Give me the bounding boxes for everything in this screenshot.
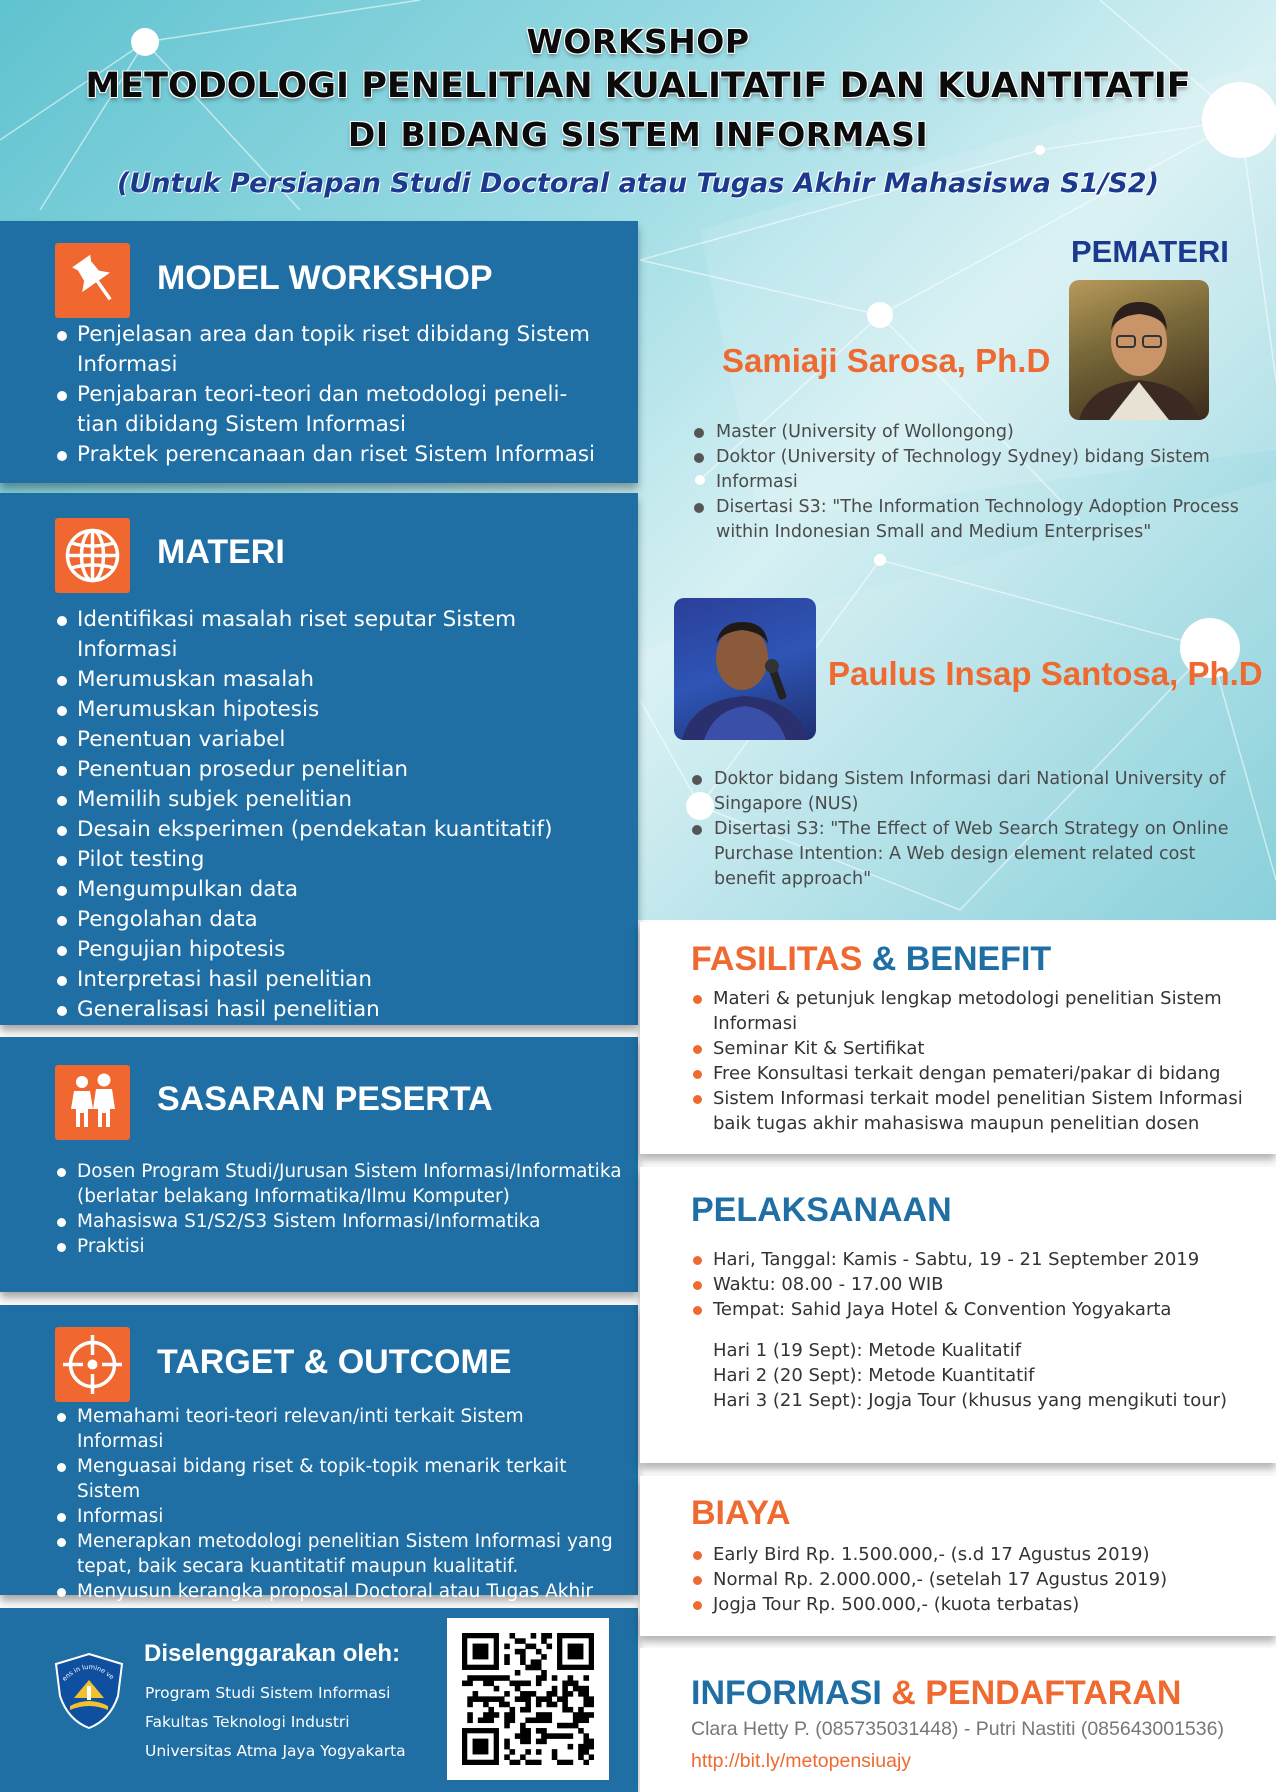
list-item: Penjelasan area dan topik riset dibidang Sistem Informasi [55, 320, 600, 380]
spacer [691, 1322, 1261, 1338]
informasi-title-part2: & PENDAFTARAN [881, 1674, 1182, 1712]
title-line-2: METODOLOGI PENELITIAN KUALITATIF DAN KUANTITATIF [85, 66, 1191, 106]
qr-code-icon[interactable] [447, 1618, 609, 1780]
list-item: Pengujian hipotesis [55, 935, 615, 965]
list-item: Disertasi S3: "The Information Technology Adoption Process within Indonesian Small and Medium Enterprises" [692, 495, 1252, 545]
speaker-1-name: Samiaji Sarosa, Ph.D [722, 342, 1051, 379]
list-item: Pengolahan data [55, 905, 615, 935]
pushpin-icon [55, 243, 130, 318]
list-item: Materi & petunjuk lengkap metodologi penelitian Sistem Informasi [691, 986, 1261, 1036]
list-item: Disertasi S3: "The Effect of Web Search Strategy on Online Purchase Intention: A Web design element related cost benefit approach" [690, 817, 1260, 892]
fasilitas-title-part2: & BENEFIT [862, 940, 1052, 978]
logo-motto: ens in lumine ve [60, 1662, 116, 1683]
list-item: Normal Rp. 2.000.000,- (setelah 17 Agustus 2019) [691, 1567, 1261, 1592]
list-item: Penjabaran teori-teori dan metodologi peneli-tian dibidang Sistem Informasi [55, 380, 600, 440]
list-item: Menerapkan metodologi penelitian Sistem Informasi yang tepat, baik secara kuantitatif maupun kualitatif. [55, 1529, 615, 1579]
list-item: Waktu: 08.00 - 17.00 WIB [691, 1272, 1261, 1297]
title-line-1: WORKSHOP [526, 22, 750, 61]
informasi-title-part1: INFORMASI [691, 1674, 882, 1712]
fasilitas-title-part1: FASILITAS [691, 940, 863, 978]
list-item: Doktor bidang Sistem Informasi dari National University of Singapore (NUS) [690, 767, 1260, 817]
schedule-item: Hari 2 (20 Sept): Metode Kuantitatif [713, 1365, 1035, 1386]
list-item: Menguasai bidang riset & topik-topik menarik terkait Sistem [55, 1454, 615, 1504]
globe-icon [55, 518, 130, 593]
list-item: Tempat: Sahid Jaya Hotel & Convention Yogyakarta [691, 1297, 1261, 1322]
list-item: Identifikasi masalah riset seputar Sistem Informasi [55, 605, 615, 665]
list-item: Dosen Program Studi/Jurusan Sistem Informasi/Informatika (berlatar belakang Informatika/Ilmu Komputer) [55, 1159, 630, 1209]
list-item: Menyusun kerangka proposal Doctoral atau Tugas Akhir [55, 1579, 615, 1629]
list-item: Interpretasi hasil penelitian [55, 965, 615, 995]
fasilitas-panel [640, 922, 1276, 1154]
list-item: Desain eksperimen (pendekatan kuantitatif) [55, 815, 615, 845]
schedule-item: Hari 1 (19 Sept): Metode Kualitatif [713, 1340, 1022, 1361]
materi-list [55, 605, 615, 1025]
list-item: Free Konsultasi terkait dengan pemateri/pakar di bidang [691, 1061, 1261, 1086]
materi-title: MATERI [157, 533, 285, 571]
list-item: Mengumpulkan data [55, 875, 615, 905]
biaya-title: BIAYA [691, 1494, 791, 1532]
sasaran-title: SASARAN PESERTA [157, 1080, 493, 1118]
pelaksanaan-title: PELAKSANAAN [691, 1191, 952, 1229]
organizer-line: Universitas Atma Jaya Yogyakarta [145, 1742, 406, 1760]
model-workshop-title: MODEL WORKSHOP [157, 259, 493, 297]
organizer-line: Fakultas Teknologi Industri [145, 1713, 350, 1731]
target-outcome-panel [0, 1305, 638, 1602]
people-icon [55, 1065, 130, 1140]
list-item: Praktisi [55, 1234, 630, 1259]
organizer-heading: Diselenggarakan oleh: [144, 1640, 401, 1667]
list-item: Praktek perencanaan dan riset Sistem Informasi [55, 440, 600, 470]
fasilitas-list [691, 986, 1261, 1136]
list-item: Penentuan variabel [55, 725, 615, 755]
schedule-item: Hari 3 (21 Sept): Jogja Tour (khusus yang mengikuti tour) [713, 1390, 1228, 1411]
organizer-panel [0, 1608, 638, 1792]
target-icon [55, 1327, 130, 1402]
speaker-2-credentials [690, 767, 1260, 892]
list-item: Master (University of Wollongong) [692, 420, 1252, 445]
informasi-title [691, 1674, 1181, 1713]
registration-link[interactable]: http://bit.ly/metopensiuajy [691, 1750, 912, 1772]
list-item: Merumuskan masalah [55, 665, 615, 695]
pemateri-heading: PEMATERI [1071, 234, 1229, 269]
model-workshop-list [55, 320, 600, 470]
speaker-2-name: Paulus Insap Santosa, Ph.D [828, 655, 1263, 692]
materi-panel [0, 493, 638, 1025]
list-item: Mahasiswa S1/S2/S3 Sistem Informasi/Informatika [55, 1209, 630, 1234]
list-item: Generalisasi hasil penelitian [55, 995, 615, 1025]
pelaksanaan-list [691, 1247, 1261, 1413]
title-line-3: DI BIDANG SISTEM INFORMASI [347, 115, 929, 154]
list-item: Memahami teori-teori relevan/inti terkait Sistem Informasi [55, 1404, 615, 1454]
pelaksanaan-panel [640, 1167, 1276, 1463]
list-item: Pilot testing [55, 845, 615, 875]
contact-text: Clara Hetty P. (085735031448) - Putri Nastiti (085643001536) [691, 1718, 1224, 1740]
speaker-1-credentials [692, 420, 1252, 545]
university-logo-icon [48, 1650, 130, 1732]
biaya-panel [640, 1476, 1276, 1636]
informasi-panel [640, 1648, 1276, 1792]
speaker-photo [1069, 280, 1209, 420]
list-item: Doktor (University of Technology Sydney) bidang Sistem Informasi [692, 445, 1252, 495]
subtitle: (Untuk Persiapan Studi Doctoral atau Tugas Akhir Mahasiswa S1/S2) [117, 168, 1159, 199]
list-item: Memilih subjek penelitian [55, 785, 615, 815]
list-item: Informasi [55, 1504, 615, 1529]
sasaran-peserta-panel [0, 1037, 638, 1292]
sasaran-list [55, 1159, 630, 1259]
organizer-line: Program Studi Sistem Informasi [145, 1684, 391, 1702]
list-item: Hari, Tanggal: Kamis - Sabtu, 19 - 21 September 2019 [691, 1247, 1261, 1272]
fasilitas-title [691, 940, 1051, 979]
speaker-photo [674, 598, 816, 740]
list-item: Penentuan prosedur penelitian [55, 755, 615, 785]
model-workshop-panel [0, 221, 638, 483]
target-list [55, 1404, 615, 1629]
list-item: Jogja Tour Rp. 500.000,- (kuota terbatas) [691, 1592, 1261, 1617]
list-item: Seminar Kit & Sertifikat [691, 1036, 1261, 1061]
target-title: TARGET & OUTCOME [157, 1343, 512, 1381]
list-item: Early Bird Rp. 1.500.000,- (s.d 17 Agustus 2019) [691, 1542, 1261, 1567]
biaya-list [691, 1542, 1261, 1617]
list-item: Sistem Informasi terkait model penelitian Sistem Informasi baik tugas akhir mahasiswa maupun penelitian dosen [691, 1086, 1261, 1136]
list-item: Merumuskan hipotesis [55, 695, 615, 725]
